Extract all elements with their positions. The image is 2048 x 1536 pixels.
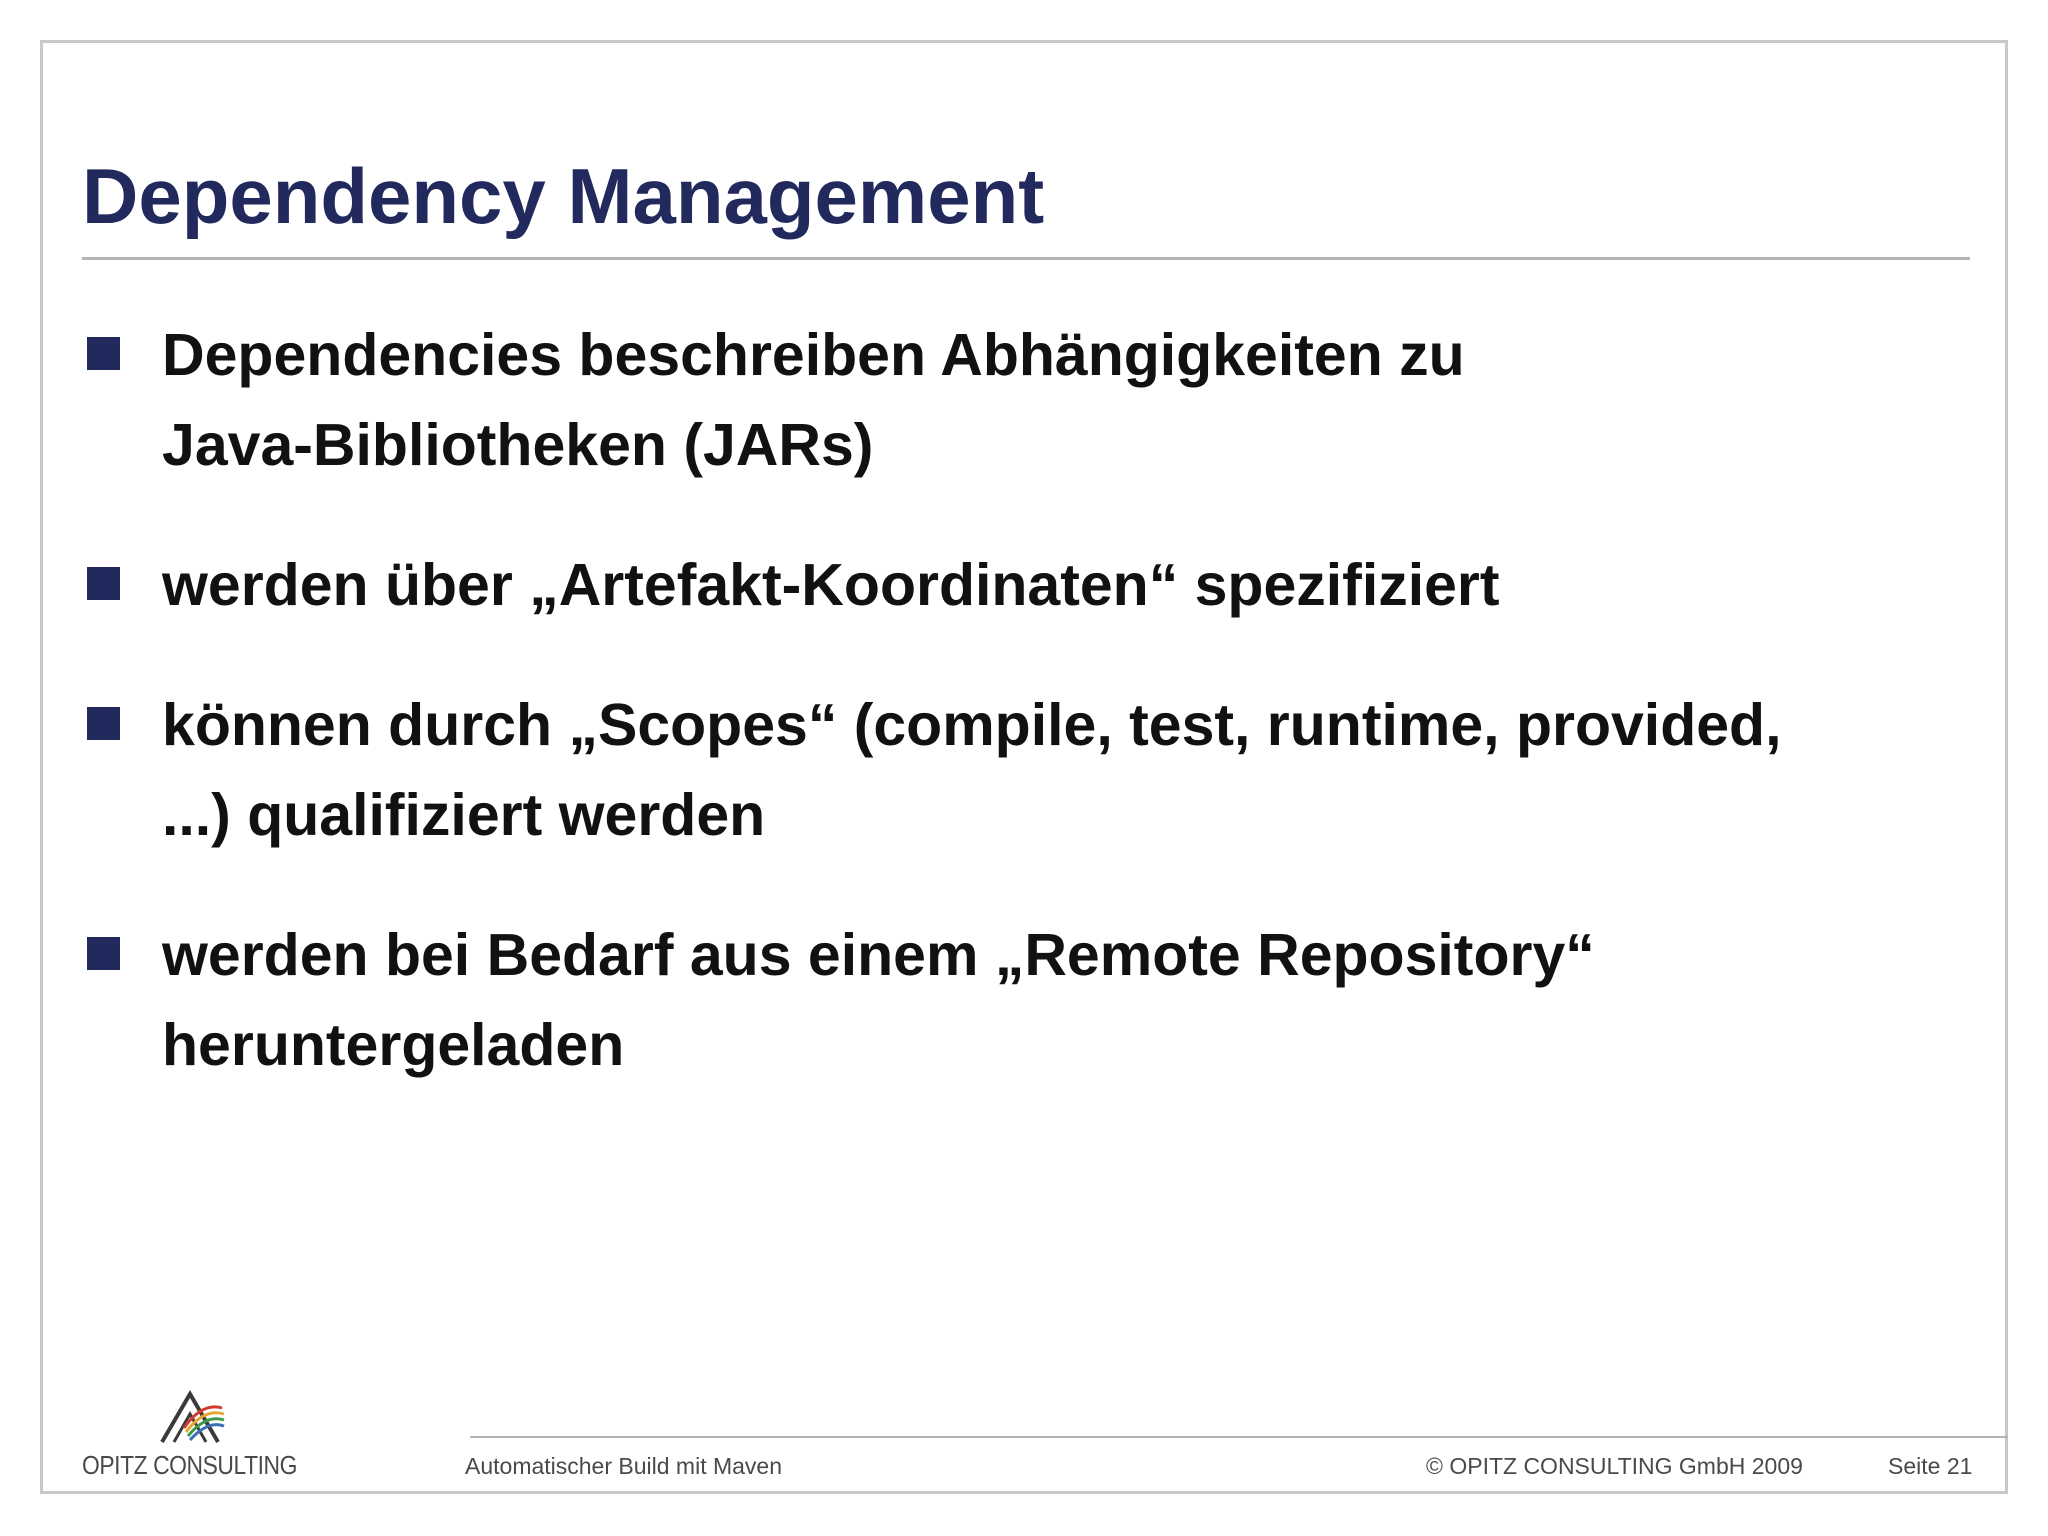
logo-text: OPITZ CONSULTING	[82, 1450, 297, 1480]
bullet-line: werden über „Artefakt-Koordinaten“ spezifiziert	[162, 552, 1500, 618]
title-divider	[82, 257, 1970, 260]
presentation-title: Automatischer Build mit Maven	[465, 1453, 783, 1479]
bullet-line: ...) qualifiziert werden	[162, 782, 766, 848]
square-bullet-icon	[87, 707, 120, 740]
bullet-item	[82, 540, 1902, 630]
company-logo	[80, 1388, 320, 1484]
opitz-triangle-logo-icon	[156, 1388, 228, 1448]
bullet-list	[82, 310, 1902, 1140]
page-number: Seite 21	[1888, 1453, 1973, 1479]
copyright-notice: © OPITZ CONSULTING GmbH 2009	[1426, 1453, 1803, 1479]
bullet-line: Java-Bibliotheken (JARs)	[162, 412, 874, 478]
bullet-item	[82, 310, 1902, 490]
square-bullet-icon	[87, 337, 120, 370]
bullet-line: werden bei Bedarf aus einem „Remote Repository“	[162, 922, 1595, 988]
footer-divider	[470, 1436, 2008, 1438]
bullet-item	[82, 910, 1902, 1090]
slide-title: Dependency Management	[82, 152, 1045, 240]
bullet-line: Dependencies beschreiben Abhängigkeiten zu	[162, 322, 1465, 388]
bullet-line: heruntergeladen	[162, 1012, 625, 1078]
bullet-item	[82, 680, 1902, 860]
bullet-line: können durch „Scopes“ (compile, test, runtime, provided,	[162, 692, 1782, 758]
square-bullet-icon	[87, 937, 120, 970]
square-bullet-icon	[87, 567, 120, 600]
